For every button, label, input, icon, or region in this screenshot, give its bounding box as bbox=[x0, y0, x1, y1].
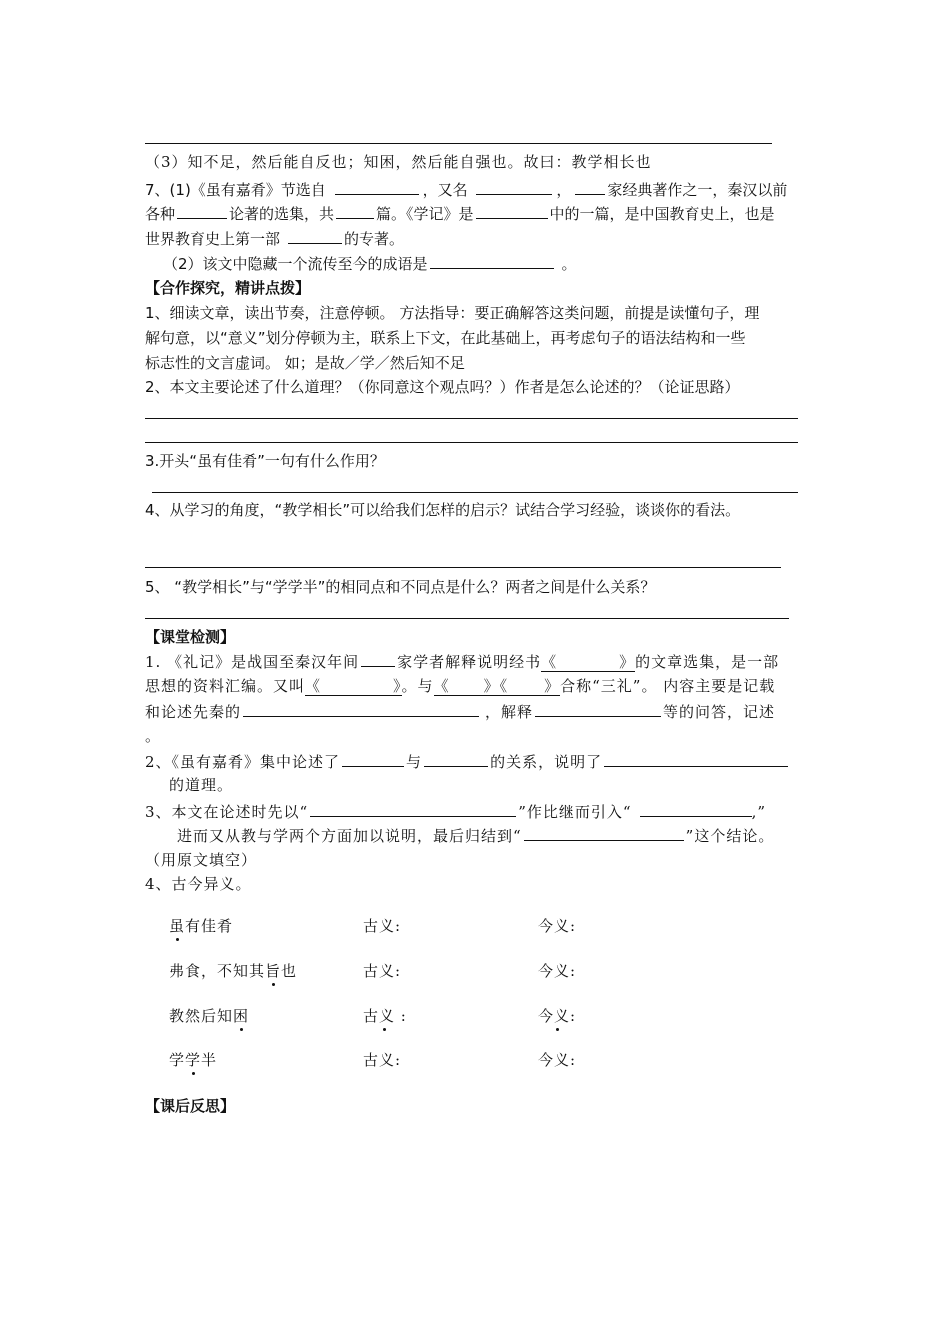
explore-q2: 2、本文主要论述了什么道理？（你同意这个观点吗？）作者是怎么论述的？（论证思路） bbox=[145, 378, 740, 396]
check-1-blank-alias[interactable]: 《 》 bbox=[305, 677, 402, 695]
q7-blank-count[interactable] bbox=[336, 203, 374, 219]
term-row-1: 虽有佳肴 bbox=[169, 917, 234, 935]
emphasis-dot-char: 旨 bbox=[265, 962, 282, 980]
explore-q4: 4、从学习的角度，“教学相长”可以给我们怎样的启示？试结合学习经验，谈谈你的看法。 bbox=[145, 501, 741, 519]
question-7-line-1: 7、(1)《虽有嘉肴》节选自 ，又名 ， 家经典著作之一，秦汉以前 bbox=[145, 181, 788, 199]
check-1-blank-content[interactable] bbox=[243, 701, 479, 717]
term-row-3: 教然后知困 bbox=[169, 1007, 250, 1025]
explore-q5: 5、 “教学相长”与“学学半”的相同点和不同点是什么？两者之间是什么关系？ bbox=[145, 578, 656, 596]
q7-blank-type[interactable] bbox=[177, 203, 227, 219]
term-4-ancient-meaning[interactable]: 古义: bbox=[363, 1051, 402, 1069]
check-3-line-3: （用原文填空） bbox=[145, 851, 258, 869]
check-2-blank-b[interactable] bbox=[424, 751, 488, 767]
term-1-modern-meaning[interactable]: 今义: bbox=[538, 917, 577, 935]
explore-q1-line-2: 解句意，以“意义”划分停顿为主，联系上下文，在此基础上，再考虑句子的语法结构和一些 bbox=[145, 329, 746, 347]
check-1-line-4: 。 bbox=[145, 727, 161, 745]
check-2-line-1: 2、《虽有嘉肴》集中论述了 与 的关系，说明了 bbox=[145, 751, 790, 772]
term-4-modern-meaning[interactable]: 今义: bbox=[538, 1051, 577, 1069]
emphasis-dot-char: 虽 bbox=[169, 917, 186, 935]
explore-q4-answer-line[interactable] bbox=[145, 567, 781, 568]
term-1-ancient-meaning[interactable]: 古义: bbox=[363, 917, 402, 935]
check-3-blank-quote[interactable] bbox=[640, 801, 752, 817]
q7-blank-alt-name[interactable] bbox=[476, 179, 552, 195]
term-3-modern-meaning[interactable]: 今义: bbox=[538, 1007, 577, 1025]
section-title-reflect: 【课后反思】 bbox=[145, 1097, 236, 1115]
emphasis-dot-char: 困 bbox=[233, 1007, 250, 1025]
explore-q3: 3.开头“虽有佳肴”一句有什么作用？ bbox=[145, 452, 385, 470]
explore-q2-answer-line-2[interactable] bbox=[145, 442, 798, 443]
check-2-line-2: 的道理。 bbox=[169, 776, 234, 794]
check-1-blank-classic[interactable]: 《 》 bbox=[541, 653, 636, 671]
explore-q2-answer-line-1[interactable] bbox=[145, 418, 798, 419]
question-7-line-3: 世界教育史上第一部 的专著。 bbox=[145, 230, 405, 248]
check-1-blank-explain[interactable] bbox=[535, 701, 661, 717]
q7-blank-book[interactable] bbox=[476, 203, 548, 219]
check-3-blank-analogy[interactable] bbox=[310, 801, 516, 817]
term-2-modern-meaning[interactable]: 今义: bbox=[538, 962, 577, 980]
term-row-2: 弗食，不知其旨也 bbox=[169, 962, 298, 980]
check-1-blank-school[interactable] bbox=[361, 651, 395, 667]
check-3-blank-conclusion[interactable] bbox=[524, 825, 684, 841]
check-1-line-3: 和论述先秦的 ，解释 等的问答，记述 bbox=[145, 703, 776, 721]
check-1-line-1: 1. 《礼记》是战国至秦汉年间 家学者解释说明经书《 》的文章选集，是一部 bbox=[145, 653, 780, 671]
answer-text-3: （3）知不足，然后能自反也；知困，然后能自强也。故曰：教学相长也 bbox=[145, 153, 652, 171]
answer-line bbox=[145, 143, 772, 144]
section-title-explore: 【合作探究，精讲点拨】 bbox=[145, 279, 311, 297]
explore-q5-answer-line[interactable] bbox=[145, 618, 789, 619]
check-2-blank-c[interactable] bbox=[604, 751, 788, 767]
check-3-line-2: 进而又从教与学两个方面加以说明，最后归结到“ ”这个结论。 bbox=[177, 827, 775, 845]
q7-blank-topic[interactable] bbox=[288, 228, 342, 244]
emphasis-dot-char: 学 bbox=[185, 1051, 202, 1069]
explore-q1-line-3: 标志性的文言虚词。 如；是故／学／然后知不足 bbox=[145, 354, 465, 372]
term-2-ancient-meaning[interactable]: 古义: bbox=[363, 962, 402, 980]
check-1-line-2: 思想的资料汇编。又叫《 》。与《 》《 》合称“三礼”。 内容主要是记载 bbox=[145, 677, 776, 695]
check-3-line-1: 3、本文在论述时先以“ ”作比继而引入“ ,” bbox=[145, 803, 766, 821]
q7-blank-idiom[interactable] bbox=[430, 253, 554, 269]
term-3-ancient-meaning[interactable]: 古义 : bbox=[363, 1007, 407, 1025]
term-row-4: 学学半 bbox=[169, 1051, 218, 1069]
check-1-blank-rites[interactable]: 《 》《 》 bbox=[433, 677, 561, 695]
q7-blank-source[interactable] bbox=[335, 179, 419, 195]
explore-q3-answer-line[interactable] bbox=[152, 492, 798, 493]
check-4-title: 4、古今异义。 bbox=[145, 875, 252, 893]
section-title-check: 【课堂检测】 bbox=[145, 628, 236, 646]
q7-blank-school[interactable] bbox=[575, 179, 605, 195]
check-2-blank-a[interactable] bbox=[342, 751, 404, 767]
explore-q1-line-1: 1、细读文章，读出节奏，注意停顿。 方法指导：要正确解答这类问题，前提是读懂句子，理 bbox=[145, 304, 760, 322]
question-7-sub-2: （2）该文中隐藏一个流传至今的成语是 。 bbox=[163, 255, 577, 273]
question-7-line-2: 各种 论著的选集，共 篇。《学记》是 中的一篇，是中国教育史上，也是 bbox=[145, 205, 775, 223]
